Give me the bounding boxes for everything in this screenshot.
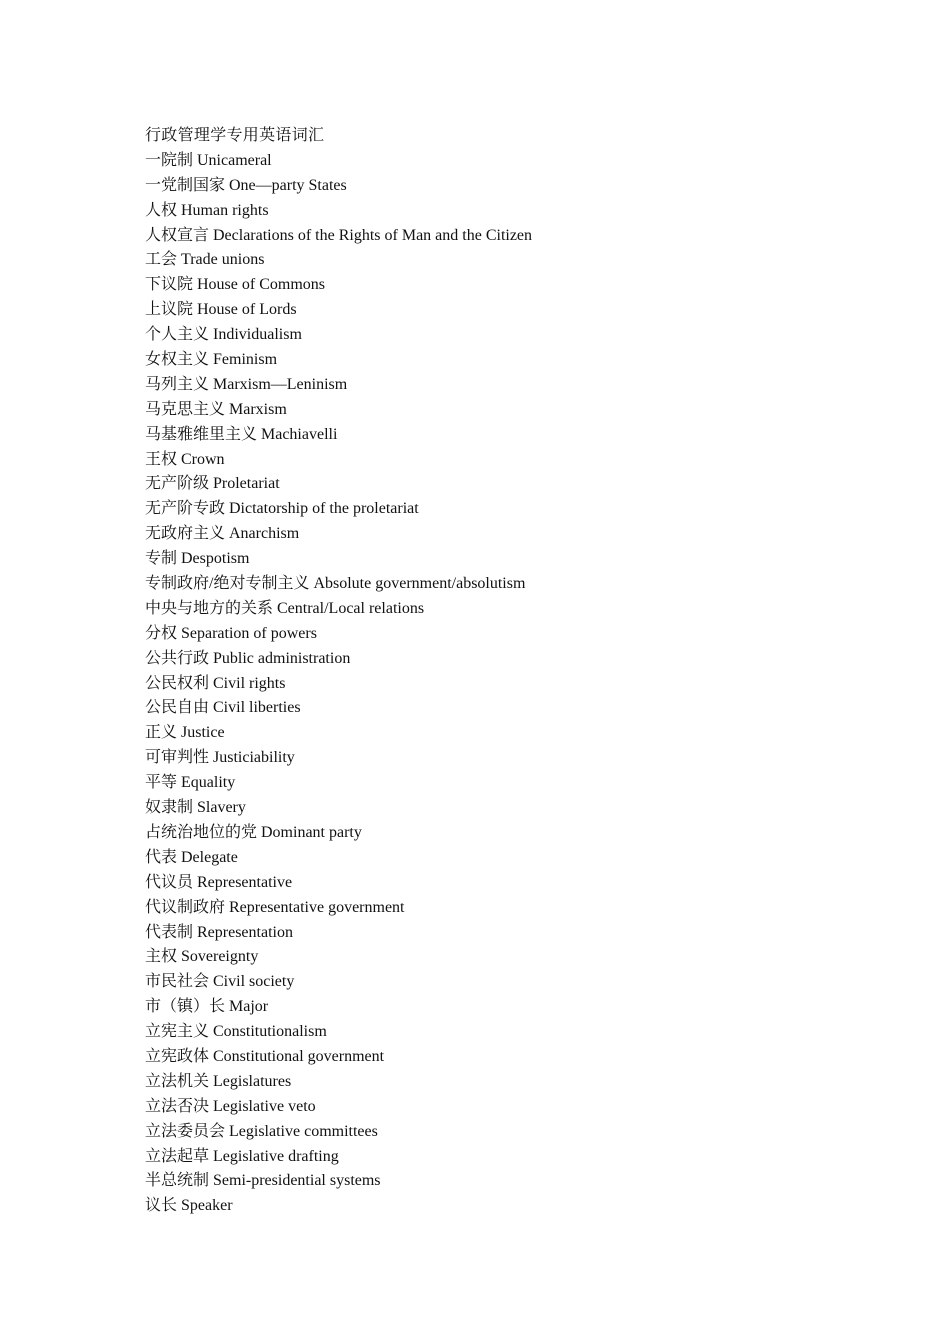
glossary-entry: 代表 Delegate [145, 848, 238, 866]
glossary-entry: 正义 Justice [145, 724, 225, 742]
glossary-entry: 代议制政府 Representative government [145, 898, 405, 916]
glossary-entry-list [145, 149, 845, 1219]
glossary-entry: 公共行政 Public administration [145, 649, 351, 667]
glossary-entry: 市民社会 Civil society [145, 973, 295, 991]
glossary-entry: 议长 Speaker [145, 1197, 233, 1215]
glossary-entry: 一院制 Unicameral [145, 151, 272, 169]
document-title: 行政管理学专用英语词汇 [145, 127, 325, 144]
glossary-entry: 立宪主义 Constitutionalism [145, 1023, 327, 1041]
glossary-entry: 市（镇）长 Major [145, 998, 269, 1016]
glossary-entry: 人权宣言 Declarations of the Rights of Man and the Citizen [145, 226, 533, 244]
glossary-entry: 可审判性 Justiciability [145, 749, 295, 767]
glossary-entry: 立法起草 Legislative drafting [145, 1147, 339, 1165]
glossary-entry: 无产阶级 Proletariat [145, 475, 280, 493]
glossary-entry: 马列主义 Marxism—Leninism [145, 375, 348, 393]
glossary-entry: 公民自由 Civil liberties [145, 699, 301, 717]
glossary-entry: 占统治地位的党 Dominant party [145, 823, 362, 841]
glossary-entry: 专制 Despotism [145, 550, 250, 568]
glossary-entry: 专制政府/绝对专制主义 Absolute government/absolutism [145, 575, 526, 593]
glossary-entry: 上议院 House of Lords [145, 301, 297, 319]
glossary-entry: 代表制 Representation [145, 923, 293, 941]
glossary-entry: 平等 Equality [145, 774, 236, 792]
glossary-entry: 立法否决 Legislative veto [145, 1097, 316, 1115]
glossary-entry: 女权主义 Feminism [145, 351, 278, 369]
glossary-entry: 代议员 Representative [145, 873, 293, 891]
glossary-entry: 马基雅维里主义 Machiavelli [145, 425, 338, 443]
glossary-entry: 个人主义 Individualism [145, 326, 302, 344]
glossary-entry: 半总统制 Semi-presidential systems [145, 1172, 381, 1190]
glossary-text [145, 124, 845, 1219]
glossary-entry: 一党制国家 One—party States [145, 176, 347, 194]
glossary-entry: 中央与地方的关系 Central/Local relations [145, 599, 425, 617]
glossary-entry: 无产阶专政 Dictatorship of the proletariat [145, 500, 419, 518]
glossary-entry: 分权 Separation of powers [145, 624, 317, 642]
glossary-entry: 立法机关 Legislatures [145, 1072, 292, 1090]
glossary-entry: 立法委员会 Legislative committees [145, 1122, 378, 1140]
glossary-entry: 奴隶制 Slavery [145, 799, 246, 817]
glossary-entry: 主权 Sovereignty [145, 948, 259, 966]
glossary-entry: 无政府主义 Anarchism [145, 525, 300, 543]
glossary-entry: 人权 Human rights [145, 201, 269, 219]
glossary-entry: 下议院 House of Commons [145, 276, 326, 294]
glossary-entry: 立宪政体 Constitutional government [145, 1047, 385, 1065]
glossary-entry: 王权 Crown [145, 450, 225, 468]
glossary-entry: 工会 Trade unions [145, 251, 265, 269]
glossary-entry: 公民权利 Civil rights [145, 674, 286, 692]
glossary-entry: 马克思主义 Marxism [145, 400, 287, 418]
